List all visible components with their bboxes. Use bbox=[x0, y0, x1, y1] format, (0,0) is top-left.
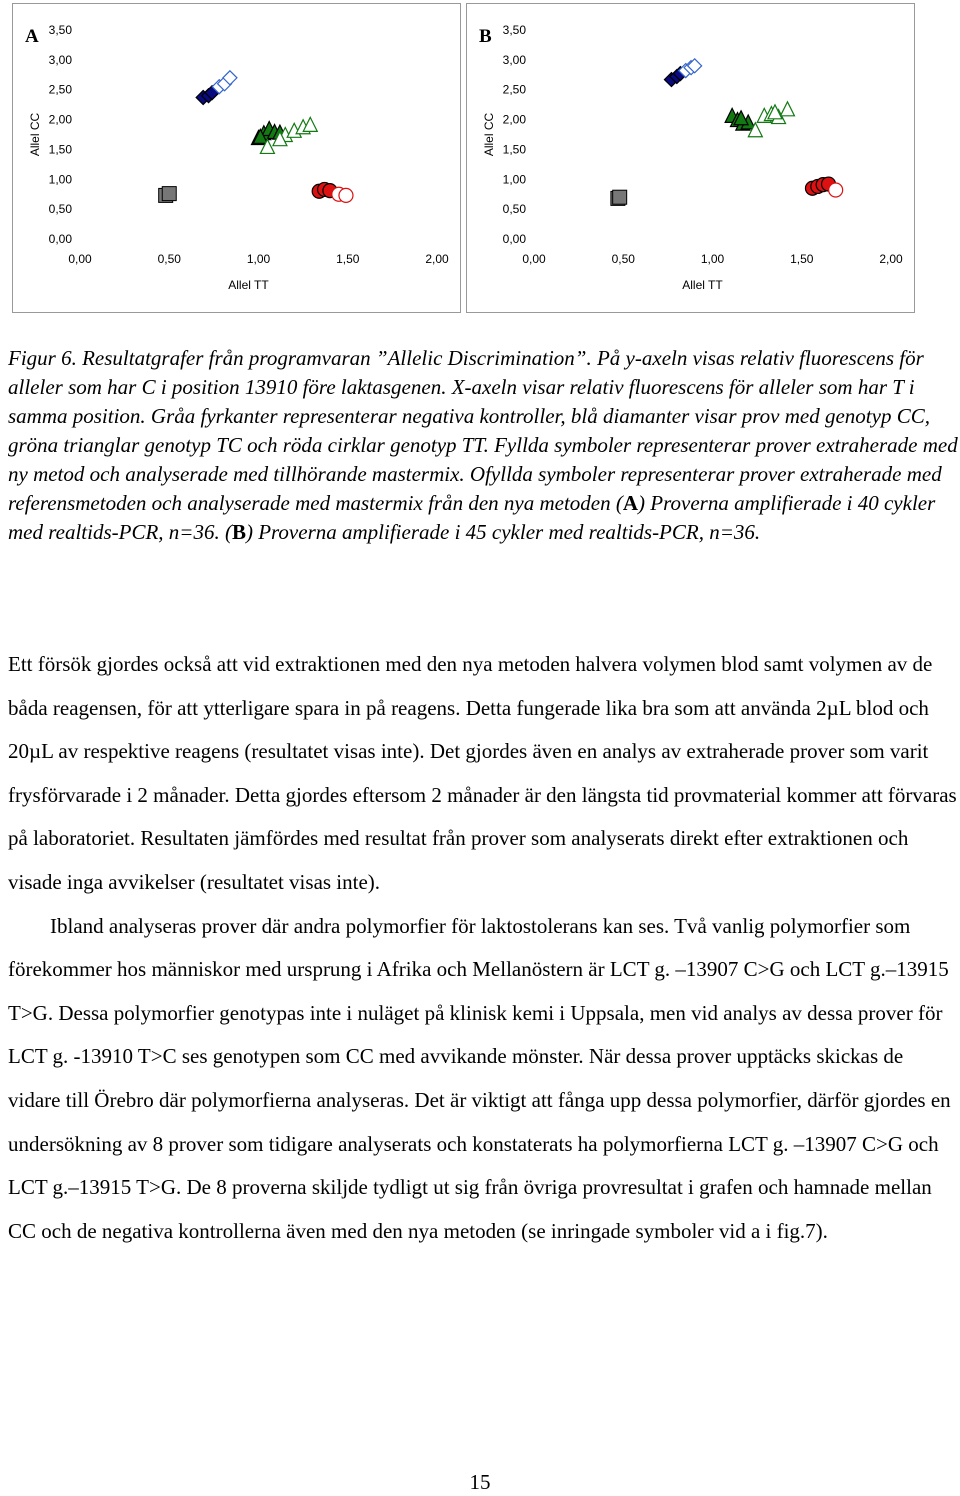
x-tick-label: 1,50 bbox=[790, 252, 814, 266]
x-tick-label: 1,50 bbox=[336, 252, 360, 266]
scatter-chart-a bbox=[12, 3, 461, 313]
y-tick-label: 1,00 bbox=[48, 172, 72, 187]
y-tick-label: 0,00 bbox=[48, 232, 72, 246]
y-tick-label: 3,50 bbox=[502, 23, 526, 37]
data-point-circle bbox=[339, 188, 353, 202]
y-tick-label: 2,00 bbox=[48, 112, 72, 127]
x-axis-label: Allel TT bbox=[228, 278, 269, 292]
y-tick-label: 1,50 bbox=[502, 142, 526, 157]
y-tick-label: 0,50 bbox=[502, 202, 526, 217]
page-number: 15 bbox=[469, 1470, 491, 1494]
chart-svg-a bbox=[13, 4, 460, 312]
x-tick-label: 2,00 bbox=[879, 252, 903, 266]
y-tick-label: 0,00 bbox=[502, 232, 526, 246]
panel-label: B bbox=[479, 26, 492, 47]
y-tick-label: 2,50 bbox=[502, 82, 526, 97]
body-text bbox=[8, 643, 958, 1253]
panel-label: A bbox=[25, 26, 39, 47]
y-tick-label: 3,00 bbox=[502, 52, 526, 67]
x-tick-label: 1,00 bbox=[246, 252, 271, 266]
y-tick-label: 1,50 bbox=[48, 142, 72, 157]
y-axis-label: Allel CC bbox=[28, 112, 42, 157]
caption-bold-b: B bbox=[231, 520, 246, 544]
caption-text-2: ) Proverna amplifierade i 40 cykler med realtids-PCR, n=36. ( bbox=[8, 491, 936, 544]
x-tick-label: 0,00 bbox=[522, 252, 546, 266]
y-tick-label: 0,50 bbox=[48, 202, 72, 217]
y-tick-label: 3,50 bbox=[48, 23, 72, 37]
paragraph-2: Ibland analyseras prover där andra polymorfier för laktostolerans kan ses. Två vanlig polymorfier som förekommer hos människor med ursprung i Afrika och Mellanöstern är LCT g. –13907 C>G och LCT g.–13915 T>G. Dessa polymorfier genotypas inte i nuläget på klinisk kemi i Uppsala, men vid analys av dessa prover för LCT g. -13910 T>C ses genotypen som CC med avvikande mönster. När dessa prover upptäcks skickas de vidare till Örebro där polymorfierna analyseras. Det är viktigt att fånga upp dessa polymorfier, därför gjordes en undersökning av 8 prover som tidigare analyserats och konstaterats ha polymorfierna LCT g. –13907 C>G och LCT g.–13915 T>G. De 8 proverna skiljde tydligt ut sig från övriga provresultat i grafen och hamnade mellan CC och de negativa kontrollerna även med den nya metoden (se inringade symboler vid a i fig.7). bbox=[8, 913, 951, 1243]
data-point-square bbox=[613, 190, 627, 204]
caption-bold-a: A bbox=[622, 491, 639, 515]
data-point-square bbox=[162, 187, 176, 201]
paragraph-1: Ett försök gjordes också att vid extraktionen med den nya metoden halvera volymen blod samt volymen av de båda reagensen, för att ytterligare spara in på reagens. Detta fungerade lika bra som att använda 2µL blod och 20µL av respektive reagens (resultatet visas inte). Det gjordes även en analys av extraherade prover som varit frysförvarade i 2 månader. Detta gjordes eftersom 2 månader är den längsta tid provmaterial kommer att förvaras på laboratoriet. Resultaten jämfördes med resultat från prover som analyserats direkt efter extraktionen och visade inga avvikelser (resultatet visas inte). bbox=[8, 652, 957, 894]
y-tick-label: 1,00 bbox=[502, 172, 526, 187]
y-axis-label: Allel CC bbox=[482, 112, 496, 157]
scatter-chart-b bbox=[466, 3, 915, 313]
figure-caption bbox=[8, 344, 958, 547]
data-point-triangle bbox=[780, 102, 794, 116]
data-point-circle bbox=[829, 183, 843, 197]
x-tick-label: 2,00 bbox=[425, 252, 449, 266]
x-tick-label: 0,50 bbox=[611, 252, 635, 266]
y-tick-label: 3,00 bbox=[48, 52, 72, 67]
y-tick-label: 2,00 bbox=[502, 112, 526, 127]
x-tick-label: 0,00 bbox=[68, 252, 92, 266]
chart-svg-b bbox=[467, 4, 914, 312]
x-axis-label: Allel TT bbox=[682, 278, 723, 292]
x-tick-label: 1,00 bbox=[700, 252, 725, 266]
caption-text-3: ) Proverna amplifierade i 45 cykler med realtids-PCR, n=36. bbox=[245, 520, 761, 544]
x-tick-label: 0,50 bbox=[157, 252, 181, 266]
y-tick-label: 2,50 bbox=[48, 82, 72, 97]
caption-text-1: . Resultatgrafer från programvaran ”Allelic Discrimination”. På y-axeln visas relativ fluorescens för alleler som har C i position 13910 före laktasgenen. X-axeln visar relativ fluorescens för alleler som har T i samma position. Gråa fyrkanter representerar negativa kontroller, blå diamanter visar prov med genotyp CC, gröna trianglar genotyp TC och röda cirklar genotyp TT. Fyllda symboler representerar prover extraherade med ny metod och analyserade med tillhörande mastermix. Ofyllda symboler representerar prover extraherade med referensmetoden och analyserade med mastermix från den nya metoden ( bbox=[8, 346, 958, 515]
figure-label: Figur 6 bbox=[8, 346, 72, 370]
